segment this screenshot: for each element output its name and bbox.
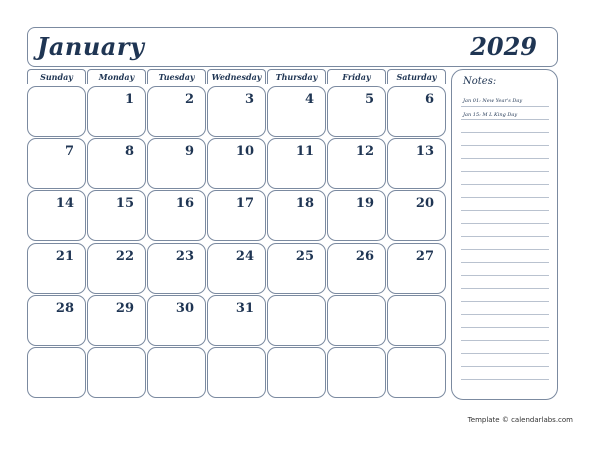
day-number: 15 — [115, 196, 134, 211]
weekday-header: Wednesday — [207, 69, 266, 84]
note-line — [461, 301, 549, 302]
day-number: 14 — [55, 196, 74, 211]
month-header — [27, 27, 558, 67]
note-line — [461, 379, 549, 380]
day-cell[interactable] — [387, 138, 446, 189]
day-number: 18 — [295, 196, 314, 211]
day-cell[interactable] — [147, 295, 206, 346]
note-line — [461, 106, 549, 107]
note-line — [461, 366, 549, 367]
day-cell[interactable] — [27, 243, 86, 294]
footer-credit: Template © calendarlabs.com — [467, 416, 573, 424]
day-number: 29 — [115, 301, 134, 316]
day-cell[interactable] — [207, 243, 266, 294]
day-number: 25 — [295, 249, 314, 264]
day-number: 17 — [235, 196, 254, 211]
weekday-header: Monday — [87, 69, 146, 84]
day-cell[interactable] — [327, 138, 386, 189]
note-line — [461, 340, 549, 341]
note-line — [461, 158, 549, 159]
day-number: 20 — [415, 196, 434, 211]
day-cell[interactable] — [207, 190, 266, 241]
day-cell[interactable] — [147, 347, 206, 398]
day-cell[interactable] — [147, 243, 206, 294]
day-number: 22 — [115, 249, 134, 264]
day-number: 23 — [175, 249, 194, 264]
note-line — [461, 223, 549, 224]
day-cell[interactable] — [267, 138, 326, 189]
day-number: 16 — [175, 196, 194, 211]
day-cell[interactable] — [27, 347, 86, 398]
notes-panel — [451, 69, 558, 400]
note-line — [461, 275, 549, 276]
day-number: 26 — [355, 249, 374, 264]
day-number: 5 — [364, 92, 374, 107]
day-cell[interactable] — [87, 86, 146, 137]
day-cell[interactable] — [207, 295, 266, 346]
day-number: 3 — [244, 92, 254, 107]
note-line — [461, 236, 549, 237]
day-number: 9 — [184, 144, 194, 159]
day-number: 4 — [304, 92, 314, 107]
day-cell[interactable] — [147, 86, 206, 137]
day-cell[interactable] — [87, 295, 146, 346]
note-line — [461, 314, 549, 315]
note-line — [461, 132, 549, 133]
day-number: 19 — [355, 196, 374, 211]
note-line — [461, 210, 549, 211]
day-number: 27 — [415, 249, 434, 264]
day-number: 31 — [235, 301, 254, 316]
day-number: 13 — [415, 144, 434, 159]
day-cell[interactable] — [27, 86, 86, 137]
note-line — [461, 119, 549, 120]
year-title: 2029 — [470, 32, 537, 61]
day-number: 1 — [124, 92, 134, 107]
weekday-header: Sunday — [27, 69, 86, 84]
day-cell[interactable] — [147, 138, 206, 189]
day-number: 8 — [124, 144, 134, 159]
day-cell[interactable] — [27, 190, 86, 241]
day-cell[interactable] — [387, 86, 446, 137]
day-cell[interactable] — [267, 347, 326, 398]
day-number: 24 — [235, 249, 254, 264]
day-cell[interactable] — [327, 243, 386, 294]
day-number: 30 — [175, 301, 194, 316]
day-number: 7 — [64, 144, 74, 159]
notes-title: Notes: — [463, 76, 497, 87]
note-line — [461, 145, 549, 146]
day-cell[interactable] — [87, 243, 146, 294]
note-line — [461, 327, 549, 328]
day-cell[interactable] — [207, 347, 266, 398]
note-line — [461, 262, 549, 263]
note-line — [461, 171, 549, 172]
day-cell[interactable] — [207, 86, 266, 137]
day-cell[interactable] — [267, 86, 326, 137]
note-line — [461, 353, 549, 354]
day-number: 11 — [295, 144, 314, 159]
day-number: 10 — [235, 144, 254, 159]
day-cell[interactable] — [327, 295, 386, 346]
note-line — [461, 184, 549, 185]
day-cell[interactable] — [387, 295, 446, 346]
day-cell[interactable] — [327, 86, 386, 137]
day-cell[interactable] — [387, 347, 446, 398]
day-cell[interactable] — [207, 138, 266, 189]
weekday-header: Thursday — [267, 69, 326, 84]
day-cell[interactable] — [267, 295, 326, 346]
day-cell[interactable] — [147, 190, 206, 241]
day-cell[interactable] — [87, 190, 146, 241]
day-cell[interactable] — [267, 243, 326, 294]
weekday-header: Friday — [327, 69, 386, 84]
day-cell[interactable] — [387, 243, 446, 294]
day-cell[interactable] — [87, 138, 146, 189]
day-cell[interactable] — [387, 190, 446, 241]
day-cell[interactable] — [27, 138, 86, 189]
day-cell[interactable] — [267, 190, 326, 241]
day-number: 6 — [424, 92, 434, 107]
note-line — [461, 197, 549, 198]
note-line — [461, 288, 549, 289]
weekday-header: Tuesday — [147, 69, 206, 84]
note-item: Jan 01: New Year's Day — [463, 98, 523, 104]
day-cell[interactable] — [27, 295, 86, 346]
day-cell[interactable] — [327, 347, 386, 398]
month-title: January — [37, 32, 145, 61]
day-cell[interactable] — [87, 347, 146, 398]
day-number: 28 — [55, 301, 74, 316]
day-number: 21 — [55, 249, 74, 264]
day-number: 12 — [355, 144, 374, 159]
weekday-header: Saturday — [387, 69, 446, 84]
day-cell[interactable] — [327, 190, 386, 241]
day-number: 2 — [184, 92, 194, 107]
note-item: Jan 15: M L King Day — [463, 112, 518, 118]
note-line — [461, 249, 549, 250]
